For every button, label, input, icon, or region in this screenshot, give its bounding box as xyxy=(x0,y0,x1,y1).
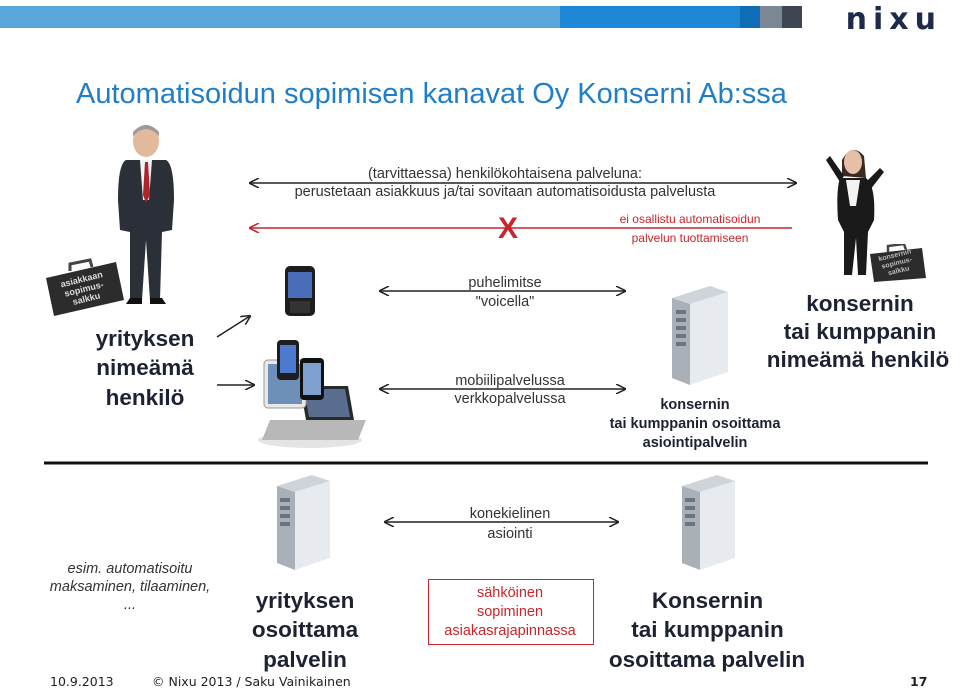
company-server-line3: palvelin xyxy=(263,647,347,672)
phone-channel-line2: "voicella" xyxy=(475,294,535,310)
personal-service-line2: perustetaan asiakkuus ja/tai sovitaan automatisoidusta palvelusta xyxy=(294,184,716,200)
edi-line3: asiakasrajapinnassa xyxy=(444,623,576,639)
machine-channel-line1: konekielinen xyxy=(469,506,551,522)
konserni-partner-server-line3: osoittama palvelin xyxy=(608,647,806,672)
footer-copyright: © Nixu 2013 / Saku Vainikainen xyxy=(152,674,351,689)
left-person-label-line1: yrityksen xyxy=(95,326,195,351)
example-line1: esim. automatisoitu xyxy=(67,561,193,577)
cross-mark: X xyxy=(497,212,518,245)
konserni-server-line2: tai kumppanin osoittama xyxy=(609,416,781,432)
example-line3: ... xyxy=(123,597,137,613)
footer-date: 10.9.2013 xyxy=(50,674,114,689)
konserni-briefcase-icon xyxy=(866,244,928,284)
right-person-label-line2: tai kumppanin xyxy=(783,319,937,344)
nixu-logo: nixu xyxy=(845,2,942,37)
not-participating-line1: ei osallistu automatisoidun xyxy=(619,212,761,226)
konserni-server-line1: konsernin xyxy=(660,397,730,413)
machine-channel-line2: asiointi xyxy=(487,526,533,542)
company-server-line2: osoittama xyxy=(251,617,359,642)
left-person-label-line3: henkilö xyxy=(105,385,185,410)
konserni-partner-server-line1: Konsernin xyxy=(651,588,764,613)
not-participating-line2: palvelun tuottamiseen xyxy=(631,231,749,245)
konserni-server-line3: asiointipalvelin xyxy=(642,435,748,451)
konserni-briefcase-label: konsernin sopimus-salkku xyxy=(877,248,913,278)
edi-line1: sähköinen xyxy=(476,585,544,601)
edi-line2: sopiminen xyxy=(476,604,544,620)
right-person-label-line1: konsernin xyxy=(806,291,914,316)
personal-service-line1: (tarvittaessa) henkilökohtaisena palveluna: xyxy=(367,166,643,182)
mobile-channel-line1: mobiilipalvelussa xyxy=(455,373,565,389)
footer-page-number: 17 xyxy=(910,674,928,689)
right-person-label-line3: nimeämä henkilö xyxy=(766,347,950,372)
company-server-line1: yrityksen xyxy=(255,588,355,613)
phone-channel-line1: puhelimitse xyxy=(468,275,542,291)
arrow-to-phone xyxy=(217,316,250,337)
customer-briefcase-icon xyxy=(40,258,126,320)
konserni-partner-server-line2: tai kumppanin xyxy=(631,617,784,642)
mobile-channel-line2: verkkopalvelussa xyxy=(454,391,566,407)
slide-title: Automatisoidun sopimisen kanavat Oy Konserni Ab:ssa xyxy=(76,78,787,110)
left-person-label-line2: nimeämä xyxy=(96,355,194,380)
customer-briefcase-label: asiakkaan sopimus-salkku xyxy=(59,269,105,307)
example-line2: maksaminen, tilaaminen, xyxy=(49,579,211,595)
